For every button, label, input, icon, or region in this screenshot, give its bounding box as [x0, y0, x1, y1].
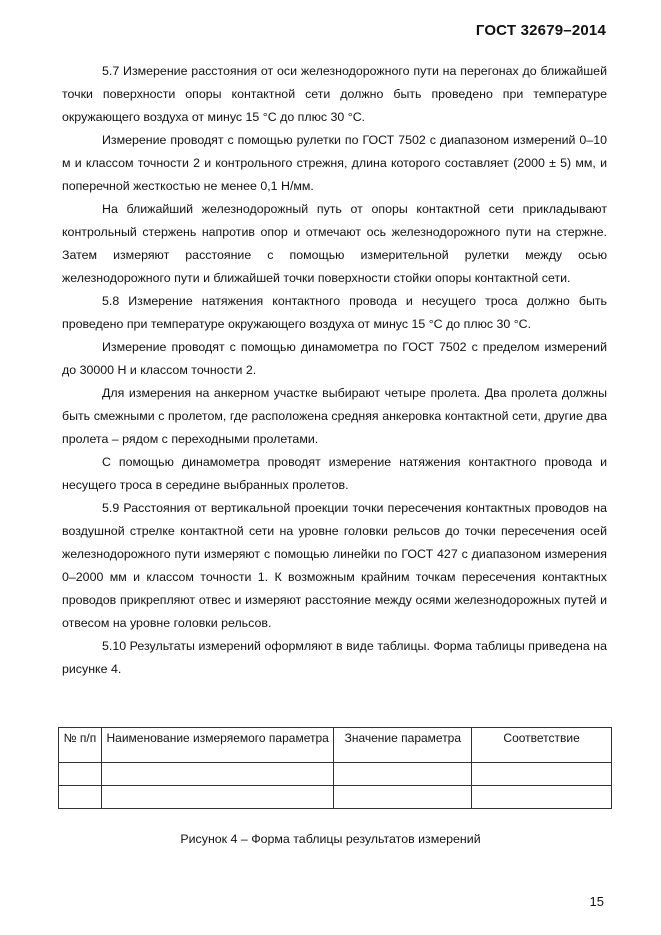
paragraph: Измерение проводят с помощью рулетки по ГОСТ 7502 с диапазоном измерений 0–10 м и классом точности 2 и контрольного стрежня, длина которого составляет (2000 ± 5) мм, и поперечной жесткостью не менее 0,1 Н/мм. [62, 133, 607, 193]
document-header: ГОСТ 32679–2014 [475, 22, 606, 39]
table-row [59, 763, 612, 786]
paragraph-5-10: 5.10 Результаты измерений оформляют в виде таблицы. Форма таблицы приведена на рисунке 4. [62, 639, 607, 676]
table-row [59, 786, 612, 809]
paragraph-5-8: 5.8 Измерение натяжения контактного провода и несущего троса должно быть проведено при температуре окружающего воздуха от минус 15 °С до плюс 30 °С. [62, 294, 607, 331]
table-cell [59, 786, 102, 809]
column-header-compliance: Соответствие [472, 728, 612, 763]
page-number: 15 [589, 894, 604, 909]
column-header-number: № п/п [59, 728, 102, 763]
paragraph: Измерение проводят с помощью динамометра по ГОСТ 7502 с пределом измерений до 30000 Н и классом точности 2. [62, 340, 607, 377]
column-header-parameter-name: Наименование измеряемого параметра [101, 728, 334, 763]
results-table [58, 727, 612, 809]
table-header-row [59, 728, 612, 763]
table-cell [334, 763, 472, 786]
paragraph: Для измерения на анкерном участке выбирают четыре пролета. Два пролета должны быть смежными с пролетом, где расположена средняя анкеровка контактной сети, другие два пролета – рядом с переходными пролетами. [62, 386, 607, 446]
table-cell [472, 763, 612, 786]
table-cell [334, 786, 472, 809]
figure-caption: Рисунок 4 – Форма таблицы результатов измерений [180, 832, 481, 846]
paragraph: С помощью динамометра проводят измерение натяжения контактного провода и несущего троса в середине выбранных пролетов. [62, 455, 607, 492]
column-header-parameter-value: Значение параметра [334, 728, 472, 763]
table-cell [59, 763, 102, 786]
paragraph-5-7: 5.7 Измерение расстояния от оси железнодорожного пути на перегонах до ближайшей точки поверхности опоры контактной сети должно быть проведено при температуре окружающего воздуха от минус 15 °С до плюс 30 °С. [62, 64, 607, 124]
paragraph-5-9: 5.9 Расстояния от вертикальной проекции точки пересечения контактных проводов на воздушной стрелке контактной сети на уровне головки рельсов до точки пересечения осей железнодорожного пути измеряют с помощью линейки по ГОСТ 427 с диапазоном измерения 0–2000 мм и классом точности 1. К возможным крайним точкам пересечения контактных проводов прикрепляют отвес и измеряют расстояние между осями железнодорожных путей и отвесом на уровне головки рельсов. [62, 501, 607, 630]
document-body [62, 60, 607, 681]
paragraph: На ближайший железнодорожный путь от опоры контактной сети прикладывают контрольный стержень напротив опор и отмечают ось железнодорожного пути на стержне. Затем измеряют расстояние с помощью измерительной рулетки между осью железнодорожного пути и ближайшей точки поверхности стойки опоры контактной сети. [62, 202, 607, 285]
table-cell [101, 763, 334, 786]
table-cell [101, 786, 334, 809]
table-cell [472, 786, 612, 809]
